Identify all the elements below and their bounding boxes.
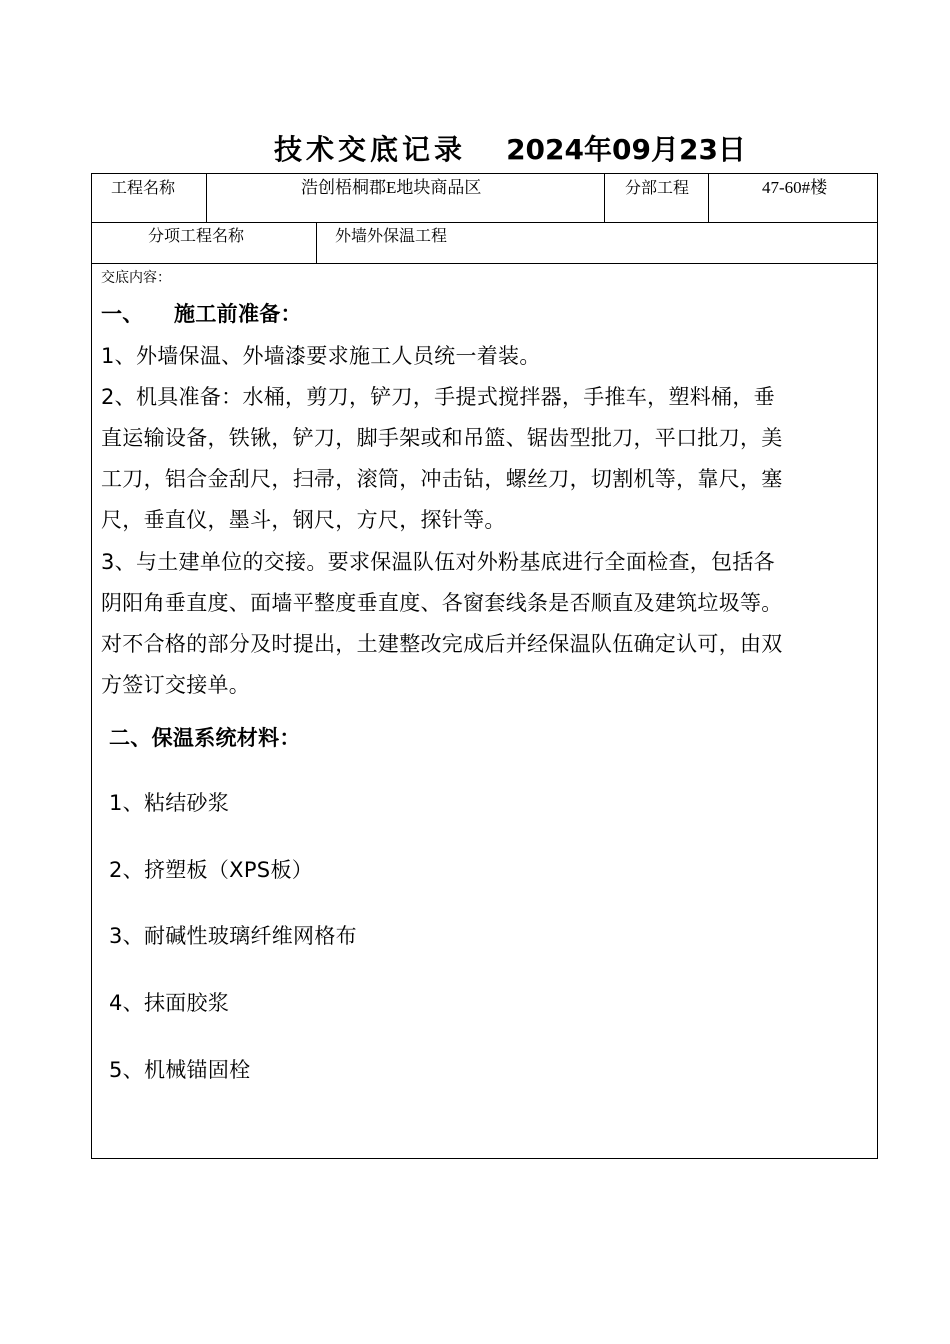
content-line: 尺，垂直仪，墨斗，钢尺，方尺，探针等。 <box>101 508 506 532</box>
content-line: 阴阳角垂直度、面墙平整度垂直度、各窗套线条是否顺直及建筑垃圾等。 <box>101 591 783 615</box>
material-item: 2、挤塑板（XPS板） <box>109 858 314 882</box>
subitem-label: 分项工程名称 <box>92 222 317 263</box>
content-line: 工刀，铝合金刮尺，扫帚，滚筒，冲击钻，螺丝刀，切割机等，靠尺，塞 <box>101 467 783 491</box>
project-info-row <box>92 174 877 223</box>
project-name-value: 浩创梧桐郡E地块商品区 <box>207 174 605 222</box>
section1-heading: 一、 施工前准备： <box>101 302 302 326</box>
material-item: 1、粘结砂浆 <box>109 791 230 815</box>
record-table <box>91 173 878 1159</box>
content-line: 3、与土建单位的交接。要求保温队伍对外粉基底进行全面检查，包括各 <box>101 550 775 574</box>
material-item: 4、抹面胶浆 <box>109 991 230 1015</box>
content-line: 对不合格的部分及时提出，土建整改完成后并经保温队伍确定认可，由双 <box>101 632 783 656</box>
title-text: 技术交底记录 <box>274 133 467 166</box>
content-line: 1、外墙保温、外墙漆要求施工人员统一着装。 <box>101 344 541 368</box>
section2-heading: 二、保温系统材料： <box>109 726 301 750</box>
content-line: 方签订交接单。 <box>101 673 251 697</box>
division-value: 47-60#楼 <box>762 178 828 197</box>
project-name-label: 工程名称 <box>92 174 207 222</box>
content-label: 交底内容： <box>101 270 171 286</box>
content-line: 2、机具准备：水桶，剪刀，铲刀，手提式搅拌器，手推车，塑料桶，垂 <box>101 385 775 409</box>
subitem-value: 外墙外保温工程 <box>335 226 448 245</box>
title-date: 2024年09月23日 <box>506 133 746 166</box>
material-item: 5、机械锚固栓 <box>109 1058 251 1082</box>
material-item: 3、耐碱性玻璃纤维网格布 <box>109 924 357 948</box>
division-label: 分部工程 <box>605 174 709 222</box>
content-line: 直运输设备，铁锹，铲刀，脚手架或和吊篮、锯齿型批刀，平口批刀，美 <box>101 426 783 450</box>
document-title <box>0 128 950 168</box>
subitem-row <box>92 222 877 264</box>
